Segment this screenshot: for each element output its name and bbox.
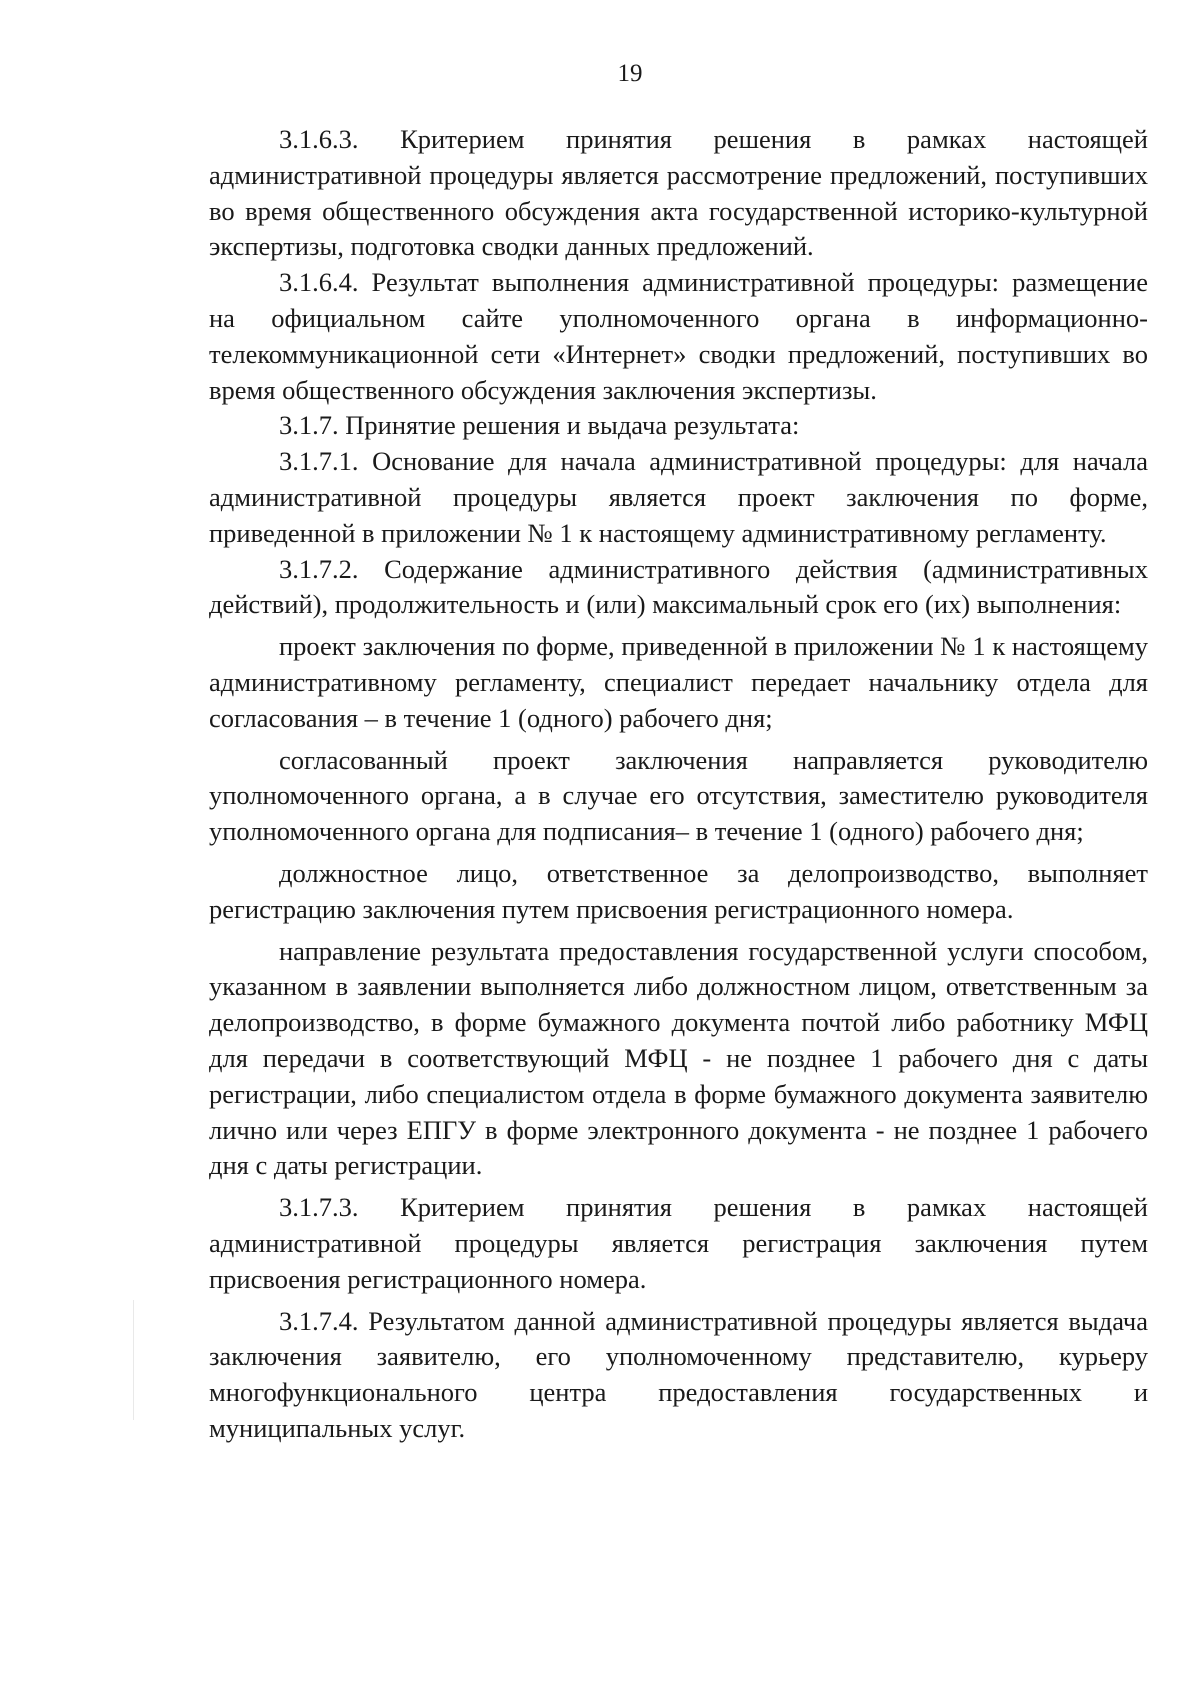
page-number: 19	[617, 60, 643, 87]
paragraph-3-1-6-4: 3.1.6.4. Результат выполнения административной процедуры: размещение на официальном сайте уполномоченного органа в информационно-телекоммуникационной сети «Интернет» сводки предложений, поступивших во время общественного обсуждения заключения экспертизы.	[209, 267, 1148, 405]
scan-margin-line	[133, 1300, 134, 1420]
paragraph-result-delivery: направление результата предоставления государственной услуги способом, указанном в заявлении выполняется либо должностном лицом, ответственным за делопроизводство, в форме бумажного документа почтой либо работнику МФЦ для передачи в соответствующий МФЦ - не позднее 1 рабочего дня с даты регистрации, либо специалистом отдела в форме бумажного документа заявителю лично или через ЕПГУ в форме электронного документа - не позднее 1 рабочего дня с даты регистрации.	[209, 935, 1148, 1181]
paragraph-approved-draft: согласованный проект заключения направляется руководителю уполномоченного органа, а в случае его отсутствия, заместителю руководителя уполномоченного органа для подписания– в течение 1 (одного) рабочего дня;	[209, 744, 1148, 847]
paragraph-3-1-7-3: 3.1.7.3. Критерием принятия решения в рамках настоящей административной процедуры является регистрация заключения путем присвоения регистрационного номера.	[209, 1192, 1148, 1294]
paragraph-3-1-6-3: 3.1.6.3. Критерием принятия решения в рамках настоящей административной процедуры является рассмотрение предложений, поступивших во время общественного обсуждения акта государственной историко-культурной экспертизы, подготовка сводки данных предложений.	[209, 124, 1148, 262]
paragraph-3-1-7-heading: 3.1.7. Принятие решения и выдача результата:	[279, 410, 800, 441]
paragraph-draft-conclusion: проект заключения по форме, приведенной в приложении № 1 к настоящему административному регламенту, специалист передает начальнику отдела для согласования – в течение 1 (одного) рабочего дня;	[209, 631, 1148, 733]
paragraph-3-1-7-2: 3.1.7.2. Содержание административного действия (административных действий), продолжительность и (или) максимальный срок его (их) выполнения:	[209, 553, 1148, 620]
document-body	[209, 122, 1148, 1447]
paragraph-registration: должностное лицо, ответственное за делопроизводство, выполняет регистрацию заключения путем присвоения регистрационного номера.	[209, 857, 1148, 924]
paragraph-3-1-7-4: 3.1.7.4. Результатом данной административной процедуры является выдача заключения заявителю, его уполномоченному представителю, курьеру многофункционального центра предоставления государственных и муниципальных услуг.	[209, 1305, 1148, 1443]
paragraph-3-1-7-1: 3.1.7.1. Основание для начала административной процедуры: для начала административной процедуры является проект заключения по форме, приведенной в приложении № 1 к настоящему административному регламенту.	[209, 446, 1148, 548]
